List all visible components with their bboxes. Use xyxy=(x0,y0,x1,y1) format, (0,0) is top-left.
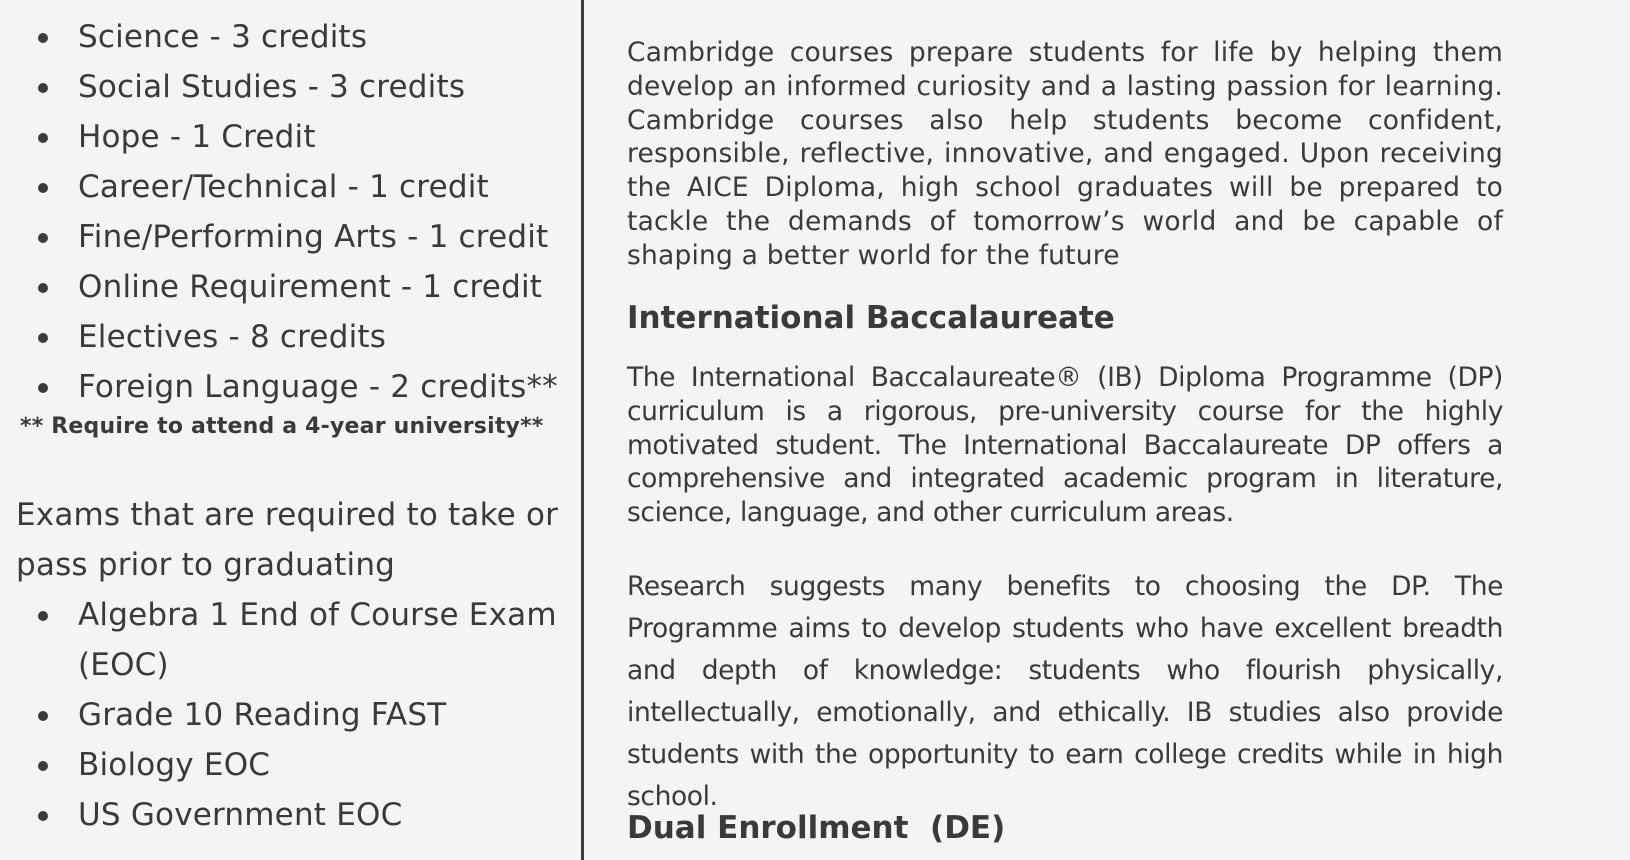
list-item: Grade 10 Reading FAST xyxy=(0,690,580,740)
ib-heading: International Baccalaureate xyxy=(627,300,1115,336)
list-item: Hope - 1 Credit xyxy=(0,112,558,162)
list-item: US Government EOC xyxy=(0,790,580,840)
list-item: Career/Technical - 1 credit xyxy=(0,162,558,212)
ib-paragraph-2: Research suggests many benefits to choosing the DP. The Programme aims to develop students who have excellent breadth and depth of knowledge: students who flourish physically, intellectually, emotionally, and ethically. IB studies also provide students with the opportunity to earn college credits while in high school. xyxy=(627,571,1503,812)
list-item: Biology EOC xyxy=(0,740,580,790)
column-divider xyxy=(581,0,584,860)
list-item: Online Requirement - 1 credit xyxy=(0,262,558,312)
list-item: Electives - 8 credits xyxy=(0,312,558,362)
graduation-requirements-column xyxy=(0,0,582,860)
list-item: Fine/Performing Arts - 1 credit xyxy=(0,212,558,262)
list-item: Foreign Language - 2 credits** xyxy=(0,362,558,412)
list-item: Science - 3 credits xyxy=(0,12,558,62)
programs-column xyxy=(627,0,1503,860)
required-exams-list xyxy=(0,590,580,840)
credit-requirements-list xyxy=(0,12,558,412)
list-item: Social Studies - 3 credits xyxy=(0,62,558,112)
dual-enrollment-heading: Dual Enrollment (DE) xyxy=(627,810,1006,846)
ib-paragraph-1: The International Baccalaureate® (IB) Diploma Programme (DP) curriculum is a rigorous, pre-university course for the highly motivated student. The International Baccalaureate DP offers a comprehensive and integrated academic program in literature, science, language, and other curriculum areas. xyxy=(627,362,1503,529)
university-requirement-note: ** Require to attend a 4-year university** xyxy=(20,414,544,439)
list-item: Algebra 1 End of Course Exam (EOC) xyxy=(0,590,580,690)
exams-intro-text: Exams that are required to take or pass prior to graduating xyxy=(16,497,559,583)
cambridge-paragraph: Cambridge courses prepare students for life by helping them develop an informed curiosity and a lasting passion for learning. Cambridge courses also help students become confident, responsible, reflective, innovative, and engaged. Upon receiving the AICE Diploma, high school graduates will be prepared to tackle the demands of tomorrow’s world and be capable of shaping a better world for the future xyxy=(627,37,1503,271)
